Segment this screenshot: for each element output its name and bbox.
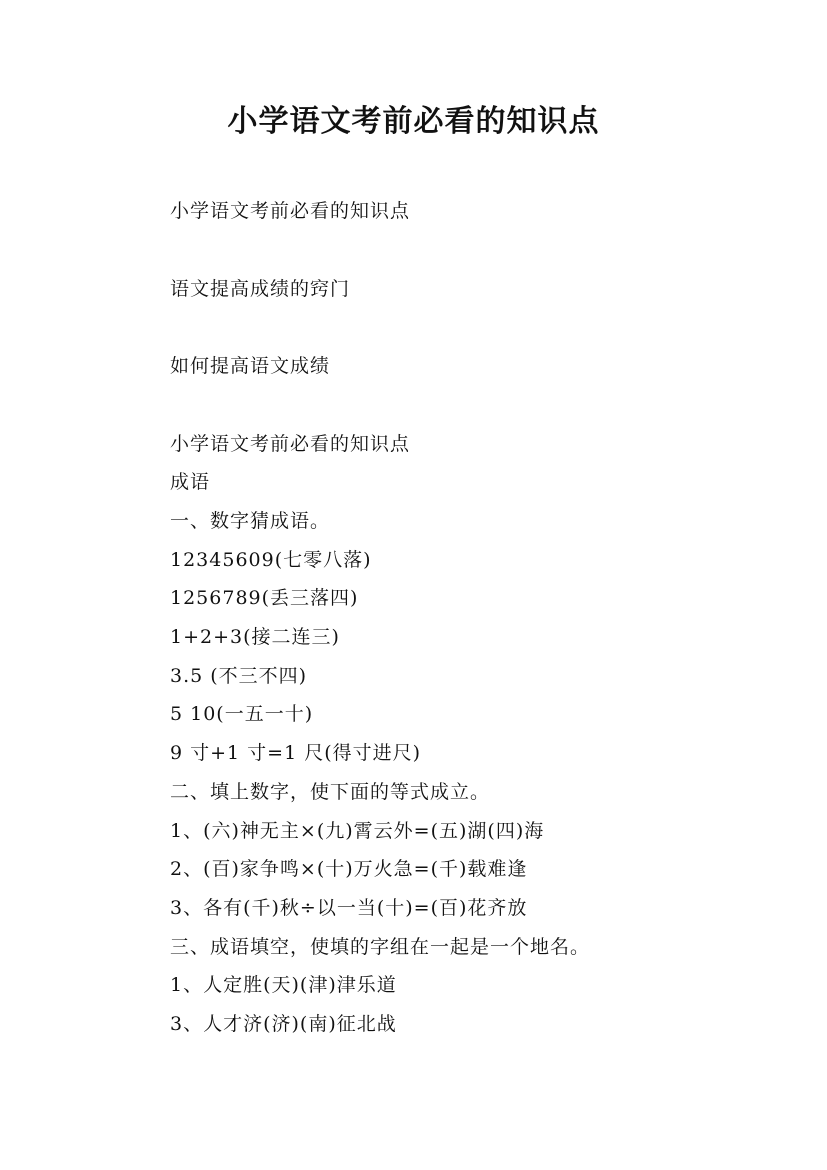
text-line: 三、成语填空，使填的字组在一起是一个地名。 [170,936,591,958]
document-title: 小学语文考前必看的知识点 [227,104,600,139]
text-line: 成语 [170,471,211,493]
text-line: 1256789(丢三落四) [170,587,359,609]
text-line: 3、人才济(济)(南)征北战 [170,1013,397,1035]
text-line: 9 寸+1 寸=1 尺(得寸进尺) [170,742,422,764]
text-line: 语文提高成绩的窍门 [170,278,351,300]
text-line: 小学语文考前必看的知识点 [170,200,411,222]
text-line: 小学语文考前必看的知识点 [170,433,411,455]
text-line: 3、各有(千)秋÷以一当(十)=(百)花齐放 [170,897,528,919]
text-line: 如何提高语文成绩 [170,355,331,377]
text-line: 12345609(七零八落) [170,549,372,571]
text-line: 一、数字猜成语。 [170,510,331,532]
text-line: 1、人定胜(天)(津)津乐道 [170,974,397,996]
text-line: 二、填上数字，使下面的等式成立。 [170,781,491,803]
text-line: 5 10(一五一十) [170,703,314,725]
text-line: 1+2+3(接二连三) [170,626,340,648]
text-line: 3.5 (不三不四) [170,665,308,687]
text-line: 1、(六)神无主×(九)霄云外=(五)湖(四)海 [170,820,545,842]
text-line: 2、(百)家争鸣×(十)万火急=(千)载难逢 [170,858,528,880]
